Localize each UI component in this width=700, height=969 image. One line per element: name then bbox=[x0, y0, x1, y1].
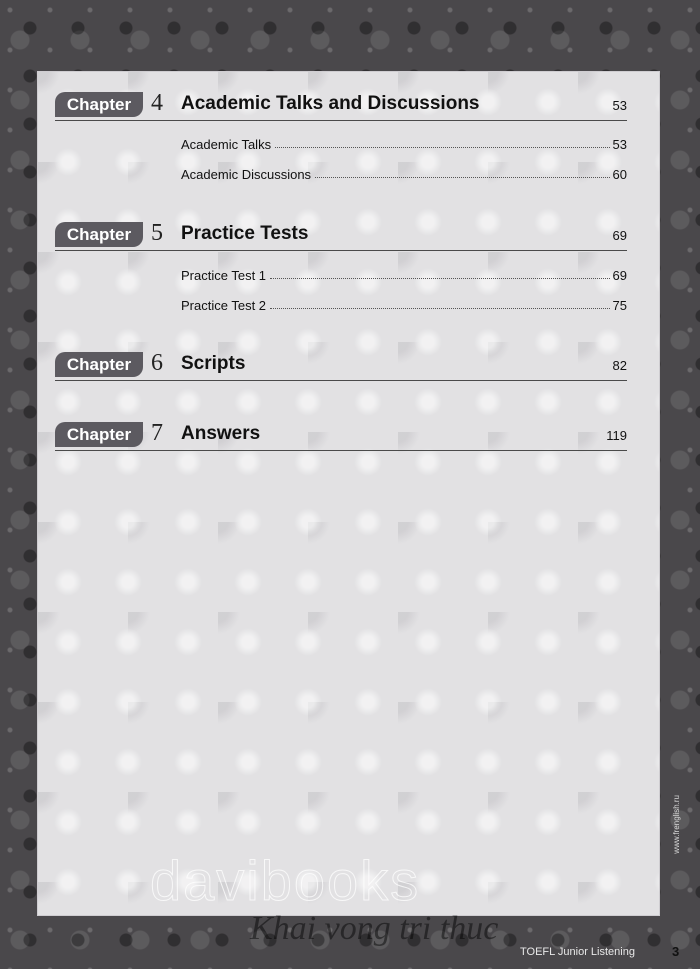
chapter-number: 7 bbox=[151, 420, 163, 446]
entry-label: Practice Test 1 bbox=[181, 268, 267, 283]
chapter-title: Practice Tests bbox=[181, 223, 309, 244]
leader-dots bbox=[275, 147, 609, 148]
watermark-subtitle: Khai vong tri thuc bbox=[250, 910, 499, 947]
entry-label: Academic Talks bbox=[181, 137, 272, 152]
entry-page: 53 bbox=[612, 137, 627, 152]
leader-dots bbox=[315, 177, 609, 178]
chapter-title: Academic Talks and Discussions bbox=[181, 93, 480, 114]
chapter-heading bbox=[55, 348, 627, 381]
chapter-page: 69 bbox=[612, 228, 627, 243]
chapter-6[interactable] bbox=[55, 348, 627, 381]
watermark: davibooks bbox=[150, 849, 421, 912]
chapter-number: 5 bbox=[151, 220, 163, 246]
chapter-page: 119 bbox=[606, 428, 627, 443]
entry-page: 75 bbox=[612, 298, 627, 313]
toc-entry[interactable] bbox=[181, 132, 627, 152]
chapter-number: 6 bbox=[151, 350, 163, 376]
chapter-page: 53 bbox=[612, 98, 627, 113]
entry-page: 69 bbox=[612, 268, 627, 283]
chapter-page: 82 bbox=[612, 358, 627, 373]
toc-panel bbox=[38, 72, 659, 915]
toc-entry[interactable] bbox=[181, 293, 627, 313]
chapter-7[interactable] bbox=[55, 418, 627, 451]
chapter-5[interactable] bbox=[55, 218, 627, 251]
entry-page: 60 bbox=[612, 167, 627, 182]
footer-page-number: 3 bbox=[672, 944, 680, 959]
chapter-heading bbox=[55, 88, 627, 121]
chapter-number: 4 bbox=[151, 90, 163, 116]
chapter-badge: Chapter bbox=[55, 92, 143, 117]
footer-book-title: TOEFL Junior Listening bbox=[520, 946, 635, 958]
chapter-title: Answers bbox=[181, 423, 261, 444]
side-url-text: www.frenglish.ru bbox=[672, 795, 681, 854]
chapter-4[interactable] bbox=[55, 88, 627, 121]
chapter-heading bbox=[55, 418, 627, 451]
toc-entry[interactable] bbox=[181, 162, 627, 182]
chapter-title: Scripts bbox=[181, 353, 246, 374]
entry-label: Academic Discussions bbox=[181, 167, 312, 182]
chapter-heading bbox=[55, 218, 627, 251]
toc-entry[interactable] bbox=[181, 263, 627, 283]
leader-dots bbox=[270, 278, 610, 279]
leader-dots bbox=[270, 308, 610, 309]
entry-label: Practice Test 2 bbox=[181, 298, 267, 313]
chapter-badge: Chapter bbox=[55, 352, 143, 377]
chapter-badge: Chapter bbox=[55, 222, 143, 247]
chapter-badge: Chapter bbox=[55, 422, 143, 447]
